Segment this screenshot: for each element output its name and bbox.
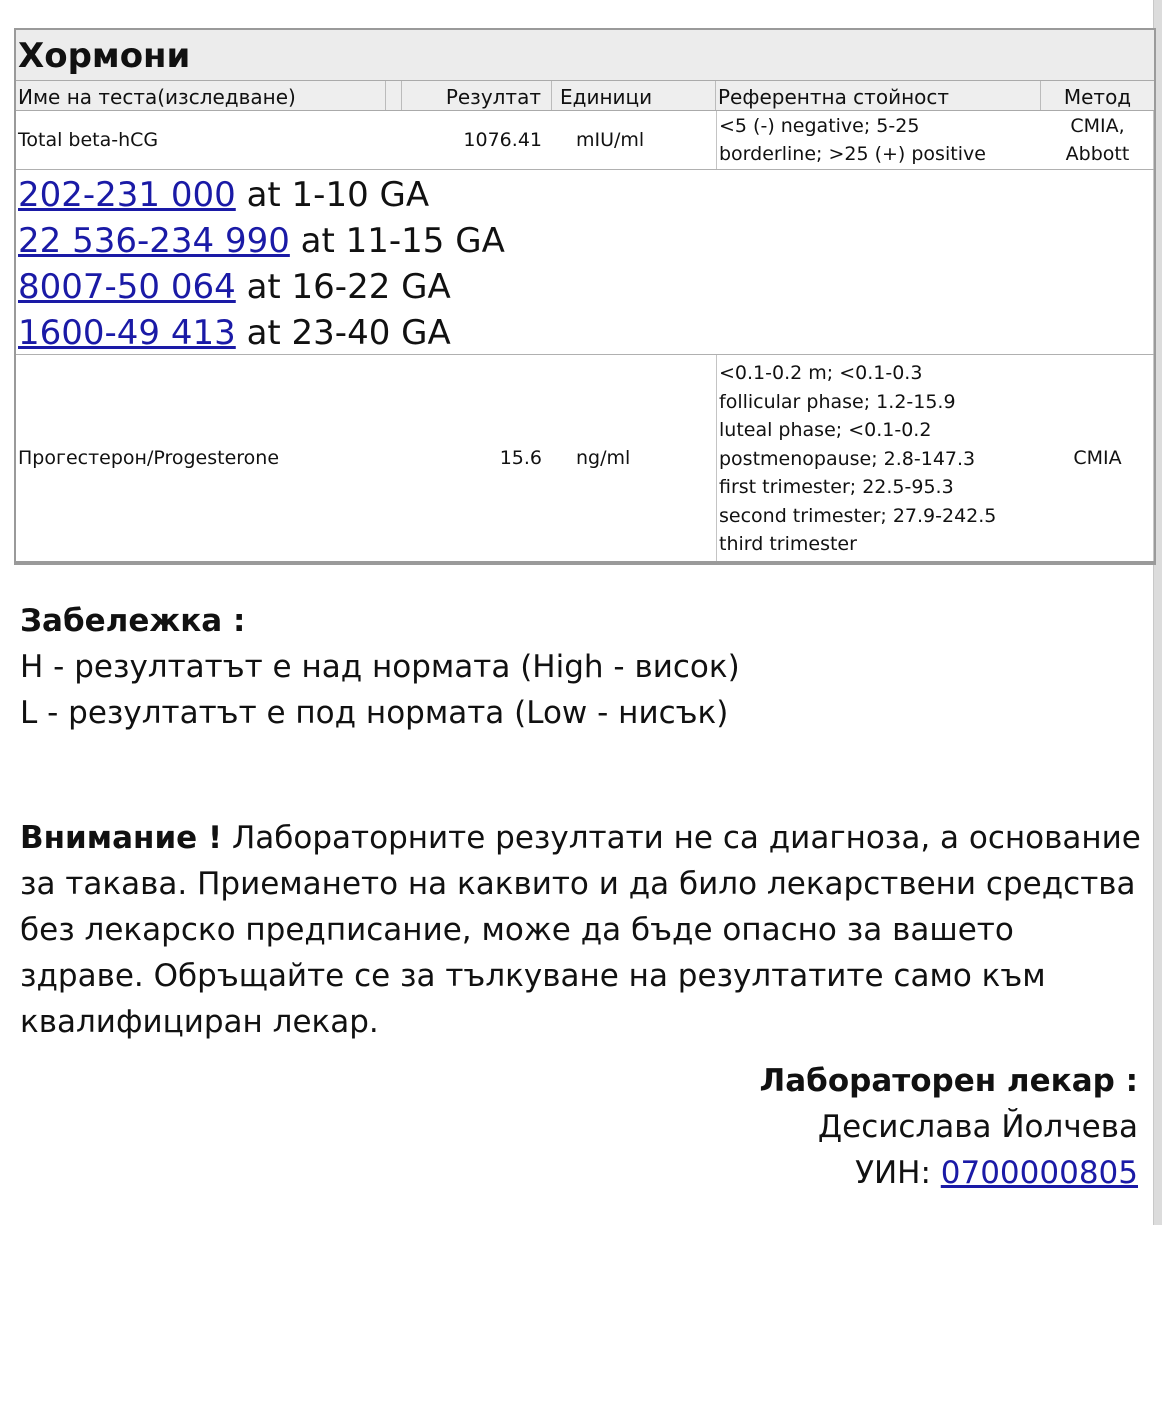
header-spacer bbox=[386, 81, 402, 110]
note-high: H - резултатът е над нормата (High - висок) bbox=[20, 649, 740, 685]
ga-range-line bbox=[18, 264, 1154, 310]
ga-range-label: at 16-22 GA bbox=[235, 267, 451, 307]
doctor-label: Лабораторен лекар : bbox=[759, 1063, 1138, 1099]
ga-range-label: at 11-15 GA bbox=[289, 221, 505, 261]
section-title: Хормони bbox=[16, 30, 1154, 81]
header-result: Резултат bbox=[402, 81, 552, 110]
test-units: ng/ml bbox=[576, 447, 631, 469]
ga-range-link[interactable]: 22 536-234 990 bbox=[18, 221, 290, 261]
header-units: Единици bbox=[552, 81, 716, 110]
test-reference: <0.1-0.2 m; <0.1-0.3 follicular phase; 1.2-15.9 luteal phase; <0.1-0.2 postmenopause; 2.8-147.3 first trimester; 22.5-95.3 second trimester; 27.9-242.5 third trimester bbox=[716, 355, 1041, 561]
hormones-report-table bbox=[14, 28, 1156, 565]
test-method: CMIA bbox=[1073, 446, 1122, 469]
header-method: Метод bbox=[1063, 85, 1132, 109]
ga-ranges bbox=[16, 170, 1154, 355]
test-name: Прогестерон/Progesterone bbox=[18, 447, 280, 469]
ga-range-label: at 1-10 GA bbox=[235, 175, 430, 215]
test-name: Total beta-hCG bbox=[18, 129, 159, 151]
header-test-name: Име на теста(изследване) bbox=[16, 81, 386, 110]
warning-text: Лабораторните резултати не са диагноза, а основание за такава. Приемането на каквито и да било лекарствени средства без лекарско предписание, може да бъде опасно за вашето здраве. Обръщайте се за тълкуване на резултатите само към квалифициран лекар. bbox=[20, 820, 1141, 1040]
test-result: 15.6 bbox=[499, 447, 542, 469]
header-reference: Референтна стойност bbox=[716, 81, 1041, 110]
ga-range-link[interactable]: 1600-49 413 bbox=[18, 313, 236, 353]
warning-label: Внимание ! bbox=[20, 820, 223, 856]
note-label: Забележка : bbox=[20, 603, 246, 639]
ga-range-link[interactable]: 8007-50 064 bbox=[18, 267, 236, 307]
doctor-name: Десислава Йолчева bbox=[817, 1109, 1138, 1145]
note-low: L - резултатът е под нормата (Low - нисък) bbox=[20, 695, 729, 731]
note-block bbox=[20, 598, 1145, 736]
test-reference: <5 (-) negative; 5-25 borderline; >25 (+) positive bbox=[716, 111, 1041, 169]
doctor-signature bbox=[760, 1058, 1138, 1196]
test-result: 1076.41 bbox=[463, 129, 542, 151]
ga-range-line bbox=[18, 172, 1154, 218]
test-units: mIU/ml bbox=[576, 129, 645, 151]
ga-range-link[interactable]: 202-231 000 bbox=[18, 175, 236, 215]
test-method: CMIA, Abbott bbox=[1065, 114, 1130, 165]
ga-range-label: at 23-40 GA bbox=[235, 313, 451, 353]
uin-link[interactable]: 0700000805 bbox=[940, 1155, 1138, 1191]
table-row bbox=[16, 111, 1154, 170]
table-row bbox=[16, 355, 1154, 561]
warning-block bbox=[20, 815, 1145, 1045]
ga-range-line bbox=[18, 218, 1154, 264]
ga-range-line bbox=[18, 310, 1154, 356]
table-header bbox=[16, 81, 1154, 111]
uin-label: УИН: bbox=[855, 1155, 941, 1191]
doctor-uin bbox=[760, 1150, 1138, 1196]
